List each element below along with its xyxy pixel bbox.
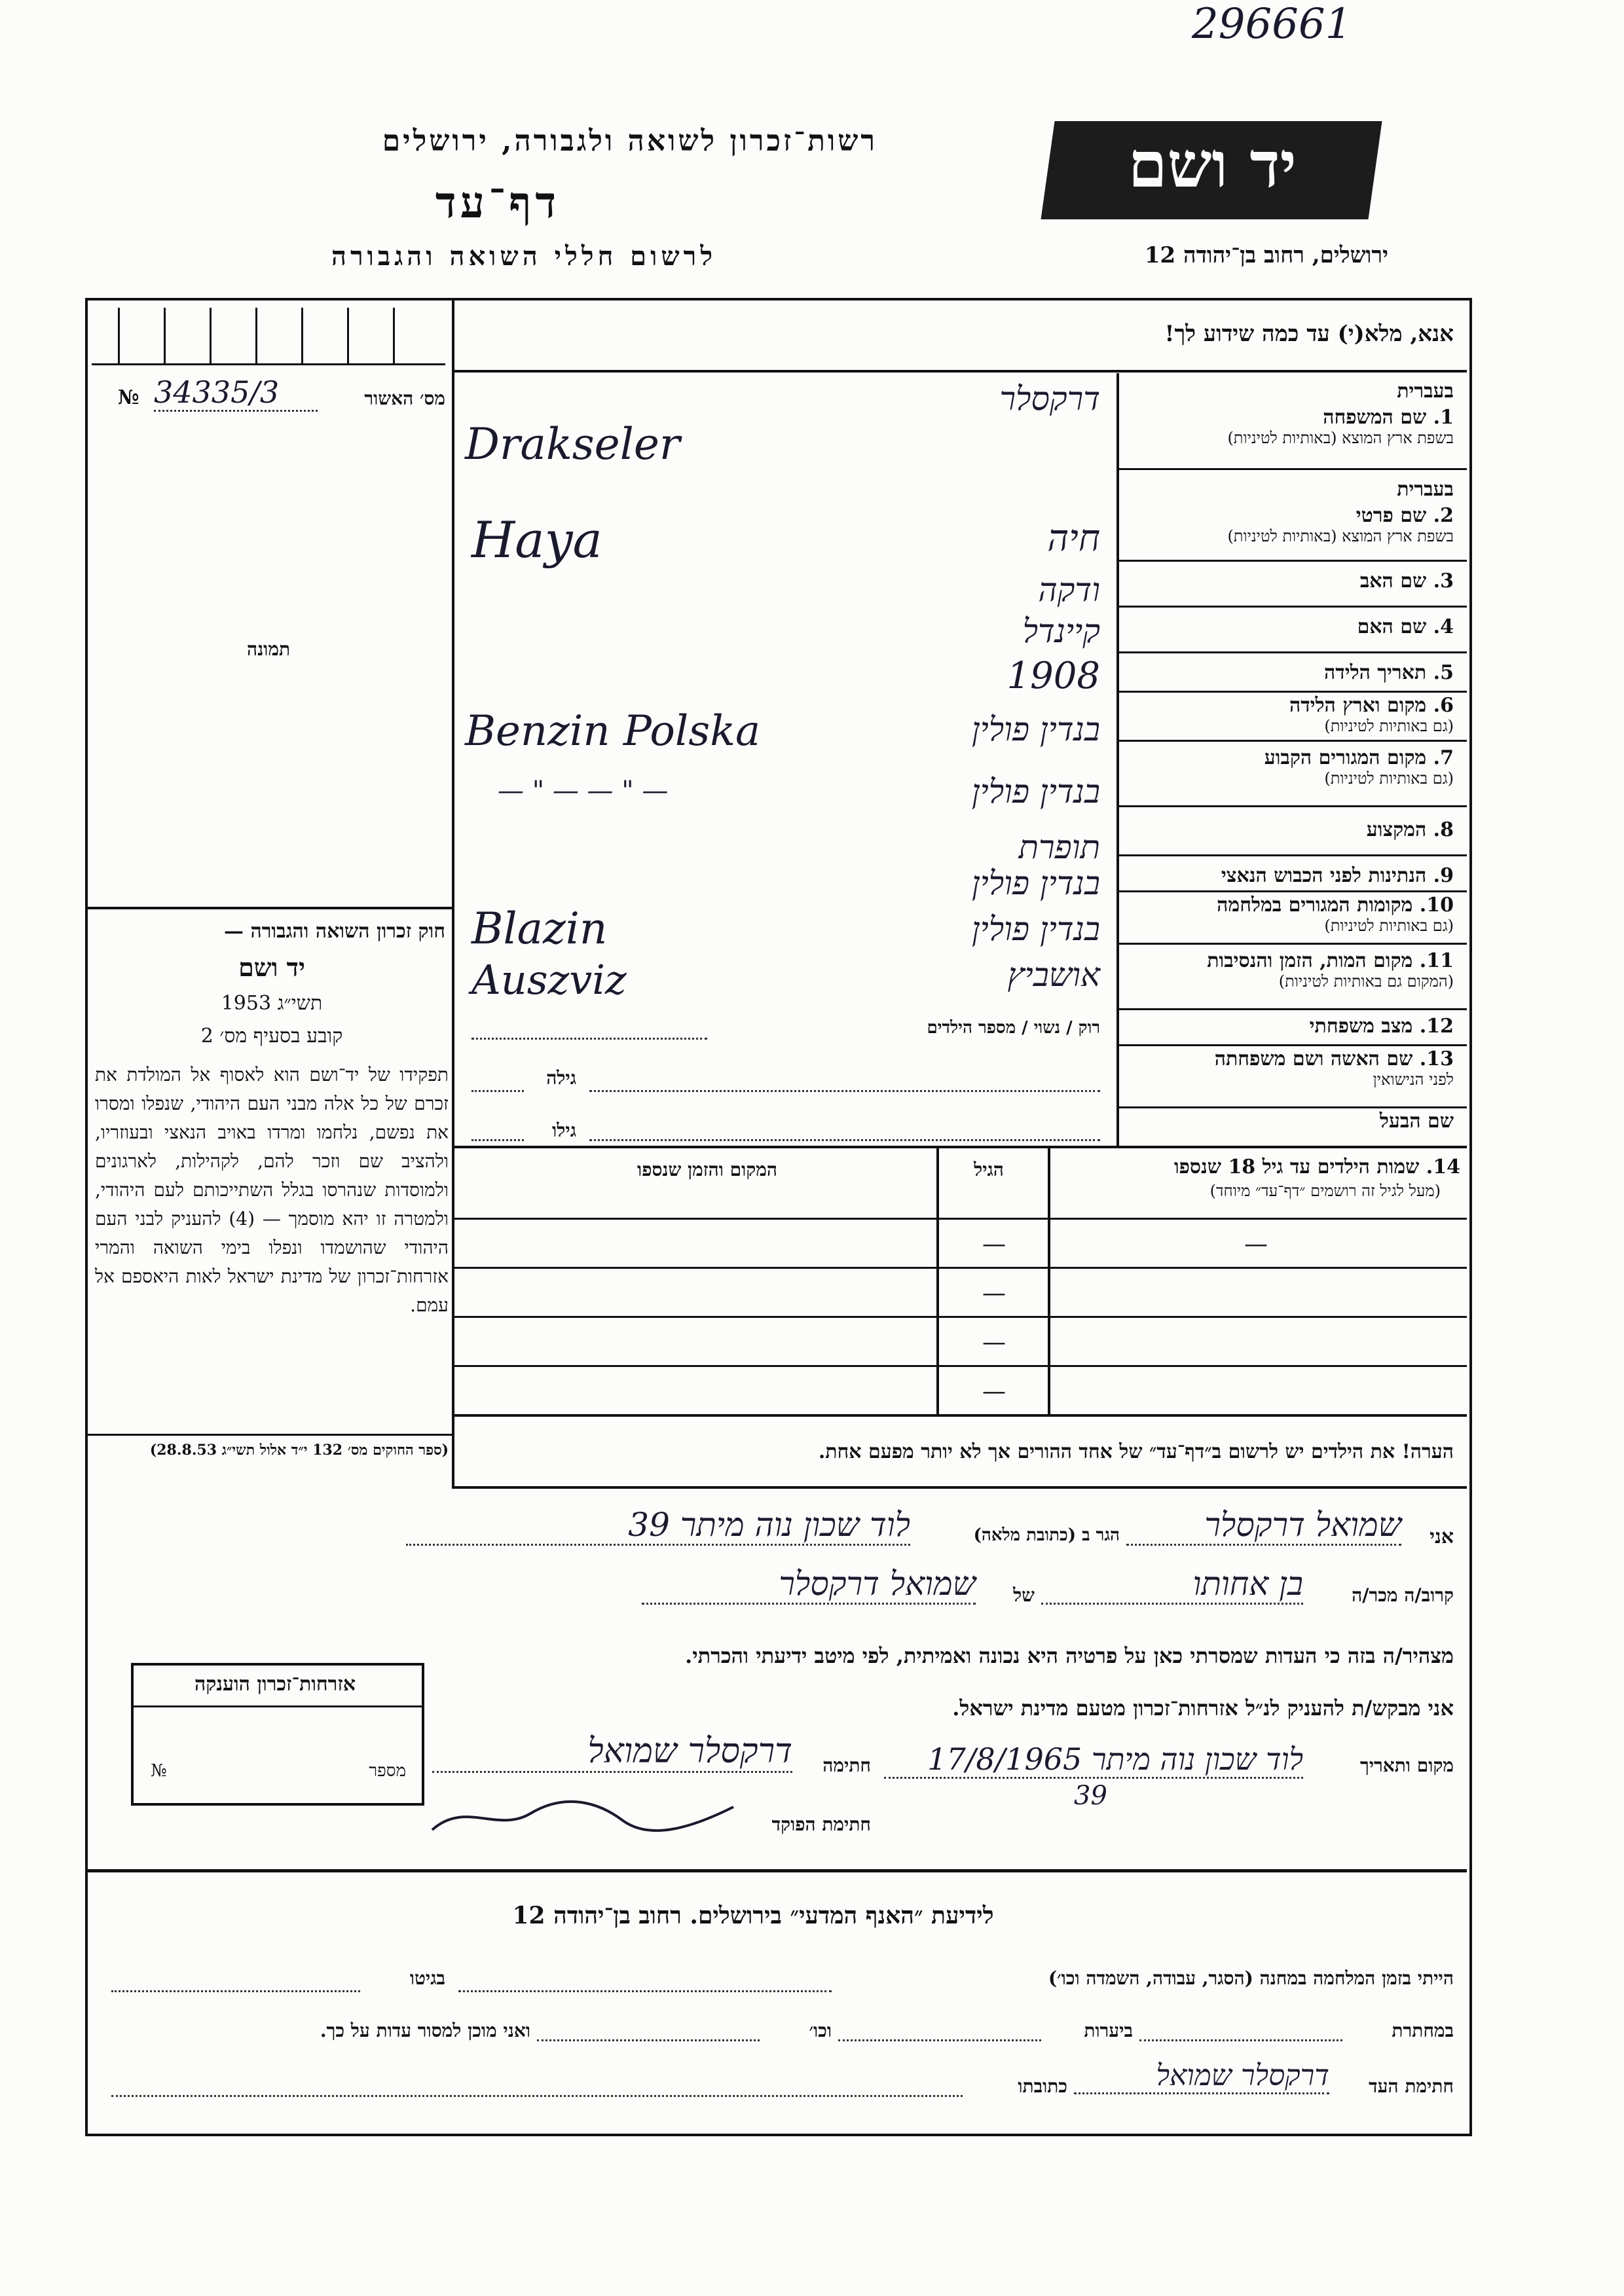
signature-value: דרקסלר שמואל: [432, 1732, 792, 1773]
child-row-3-age: —: [982, 1329, 1006, 1356]
top-prompt: אנא, מלא(י) עד כמה שידוע לך!: [1164, 321, 1454, 347]
field-1-sub: בשפת ארץ המוצא (באותיות לטיניות): [1227, 429, 1454, 447]
bottom-ready: ואני מוכן למסור עדות על כך.: [320, 2020, 530, 2041]
death-place-latin: Auszviz: [471, 956, 627, 1004]
witness-address-label: כתובתו: [1018, 2075, 1067, 2097]
law-source: (ספר החוקים מס׳ 132 י״ד אלול תשי״ג 28.8.53): [149, 1442, 449, 1459]
relation-label: קרוב/ה מכר/ה: [1352, 1584, 1454, 1606]
bottom-title: לידיעת ״האנף המדעי״ בירושלים. רחוב בן־יהודה 12: [512, 1902, 994, 1929]
father-name: ודקה: [1038, 571, 1100, 609]
child-row-4-age: —: [982, 1378, 1006, 1405]
firstname-hebrew: חיה: [1047, 517, 1100, 560]
bottom-forests: ביערות: [1084, 2020, 1133, 2041]
header-address: ירושלים, רחוב בן־יהודה 12: [1144, 242, 1388, 268]
bottom-underground: במחתרת: [1392, 2020, 1454, 2041]
form-subtitle: לרשום חללי השואה והגבורה: [331, 241, 717, 272]
authority-name: רשות־זכרון לשואה ולגבורה, ירושלים: [382, 124, 877, 158]
place-date-value: לוד שכון נוה מיתר 17/8/1965: [884, 1741, 1303, 1779]
resident-label: הגר ב (כתובת מלאה): [973, 1525, 1120, 1545]
witness-signature-label: חתימת העד: [1369, 2075, 1454, 2097]
children-col-place: המקום והזמן שנספו: [637, 1159, 777, 1180]
field-12-label: מצב משפחתי: [1309, 1015, 1413, 1038]
declaration-request: אני מבקש/ת להעניק לנ״ל אזרחות־זכרון מטעם מדינת ישראל.: [952, 1696, 1454, 1721]
declarant-name: שמואל דרקסלר: [1126, 1506, 1401, 1546]
children-col-age: הגיל: [974, 1159, 1004, 1180]
death-place-hebrew: אושביץ: [1007, 956, 1100, 994]
place-date-extra: 39: [1074, 1781, 1107, 1811]
field-labels: בעברית 1. שם המשפחה בשפת ארץ המוצא (באותיות לטיניות) בעברית 2. שם פרטי בשפת ארץ המוצא (באותיות לטיניות) 3. שם האב 4. שם האם 5. תאריך הלידה 6. מקום וארץ הלידה (גם באותיות לטיניות) 7. מקום המגורים הקבוע (גם באותיות לטיניות) 8. המקצוע 9. הנתינות לפני הכבוש הנאצי 10. מקומות המגורים במלחמה (גם באותיות לטיניות) 11. מקום המות, הזמן והנסיבות (המקום גם באותיות לטיניות) 12. מצב משפחתי 13. שם האשה ושם משפחתה לפני הנישואין שם הבעל: [1120, 373, 1467, 1146]
field-5-label: תאריך הלידה: [1324, 661, 1427, 684]
surname-hebrew: דרקסלר: [999, 380, 1100, 418]
relation-of-value: שמואל דרקסלר: [642, 1565, 976, 1605]
residence-hebrew: בנדין פולין: [971, 773, 1100, 811]
punch-boxes: [92, 308, 445, 365]
law-logo: יד ושם: [238, 953, 305, 982]
mother-name: קיינדל: [1022, 612, 1100, 650]
children-header: 14. שמות הילדים עד גיל 18 שנספו: [1173, 1156, 1460, 1178]
firstname-latin: Haya: [471, 511, 602, 569]
declaration-ani: אני: [1430, 1525, 1454, 1548]
field-1-num: 1.: [1433, 406, 1454, 429]
wartime-residence-hebrew: בנדין פולין: [971, 910, 1100, 948]
occupation: תופרת: [1018, 828, 1100, 866]
citizenship-no: №: [151, 1761, 167, 1781]
child-row-2-age: —: [982, 1280, 1006, 1307]
field-2-sub: בשפת ארץ המוצא (באותיות לטיניות): [1227, 527, 1454, 545]
field-7-label: מקום המגורים הקבוע: [1264, 746, 1427, 769]
birth-place-hebrew: בנדין פולין: [971, 710, 1100, 748]
bottom-ghetto: בגיטו: [409, 1967, 445, 1989]
field-8-label: המקצוע: [1366, 818, 1427, 841]
declaration-statement: מצהיר/ה בזה כי העדות שמסרתי כאן על פרטיה היא נכונה ואמיתית, לפי מיטב ידיעתי והכרתי.: [685, 1643, 1454, 1668]
declarant-address: לוד שכון נוה מיתר 39: [406, 1506, 910, 1546]
child-row-1-dash: —: [1244, 1231, 1268, 1258]
field-1-label: שם המשפחה: [1323, 406, 1427, 429]
law-year: תשי״ג 1953: [221, 992, 323, 1015]
yad-vashem-logo: יד ושם: [1041, 121, 1382, 219]
cert-number: 34335/3: [154, 374, 318, 412]
relation-value: בן אחותו: [1041, 1565, 1303, 1605]
field-2-label: שם פרטי: [1356, 504, 1427, 527]
law-clause: קובע בסעיף מס׳ 2: [200, 1025, 343, 1048]
officer-signature-label: חתימת הפוקד: [771, 1813, 871, 1835]
field-1-hebrew-tag: בעברית: [1397, 380, 1454, 403]
residence-latin: — " — — " —: [498, 776, 669, 806]
bottom-line1: הייתי בזמן המלחמה במחנה (הסגר, עבודה, השמדה וכו׳): [1048, 1967, 1454, 1989]
cert-label: מס׳ האשור: [364, 388, 445, 409]
officer-signature-scribble: [426, 1794, 740, 1840]
photo-label: תמונה: [246, 638, 291, 660]
husband-age-label: גילו: [552, 1120, 576, 1141]
nationality: בנדין פולין: [971, 864, 1100, 902]
relation-of: של: [1013, 1584, 1035, 1606]
birth-place-latin: Benzin Polska: [465, 707, 761, 756]
children-note: הערה! את הילדים יש לרשום ב״דף־עד״ של אחד ההורים אך לא יותר מפעם אחת.: [818, 1440, 1454, 1463]
archive-number: 296661: [1192, 0, 1352, 48]
field-2-num: 2.: [1433, 504, 1454, 527]
field-9-label: הנתינות לפני הכבוש הנאצי: [1221, 864, 1427, 887]
field-3-label: שם האב: [1359, 570, 1427, 592]
form-title: דף־עד: [435, 177, 561, 228]
field-4-label: שם האם: [1357, 615, 1427, 638]
bottom-etc: וכו׳: [809, 2020, 832, 2041]
place-date-label: מקום ותאריך: [1359, 1755, 1454, 1776]
field-10-label: מקומות המגורים במלחמה: [1217, 894, 1413, 917]
children-header-sub: (מעל לגיל זה רושמים ״דף־עד״ מיוחד): [1209, 1182, 1441, 1200]
wife-age-label: גילה: [546, 1067, 576, 1089]
signature-label: חתימה: [822, 1755, 871, 1776]
field-6-label: מקום וארץ הלידה: [1289, 694, 1427, 717]
citizenship-number-label: מספר: [369, 1761, 406, 1781]
cert-no-sign: №: [118, 386, 139, 409]
law-text: תפקידו של יד־ושם הוא לאסוף אל המולדת את זכרם של כל אלה מבני העם היהודי, שנפלו ומסרו את נפשם, נלחמו ומרדו באויב הנאצי ובעוזריו, ולהציב שם וזכר להם, לקהילות, לארגונים ולמוסדות שנהרסו בגלל השתייכותם לעם היהודי, ולמטרה זו יהא מוסמך — (4) להעניק לבני העם היהודי שהושמדו ונפלו בימי השואה והמרי אזרחות־זכרון של מדינת ישראל לאות היאספם אל עמם.: [95, 1064, 449, 1316]
field-13-label: שם האשה ושם משפחתה: [1214, 1048, 1413, 1070]
child-row-1-age: —: [982, 1231, 1006, 1258]
law-title: חוק זכרון השואה והגבורה —: [224, 920, 445, 943]
husband-label: שם הבעל: [1379, 1110, 1454, 1133]
wartime-residence-latin: Blazin: [471, 903, 608, 954]
marital-status: רוק / נשוי / מספר הילדים: [927, 1018, 1100, 1038]
field-2-hebrew-tag: בעברית: [1397, 478, 1454, 501]
citizenship-title: אזרחות־זכרון הוענקה: [194, 1673, 356, 1696]
birth-date: 1908: [1006, 655, 1100, 697]
field-11-label: מקום המות, הזמן והנסיבות: [1207, 949, 1413, 972]
witness-signature-value: דרקסלר שמואל: [1074, 2059, 1329, 2094]
surname-latin: Drakseler: [465, 419, 680, 469]
